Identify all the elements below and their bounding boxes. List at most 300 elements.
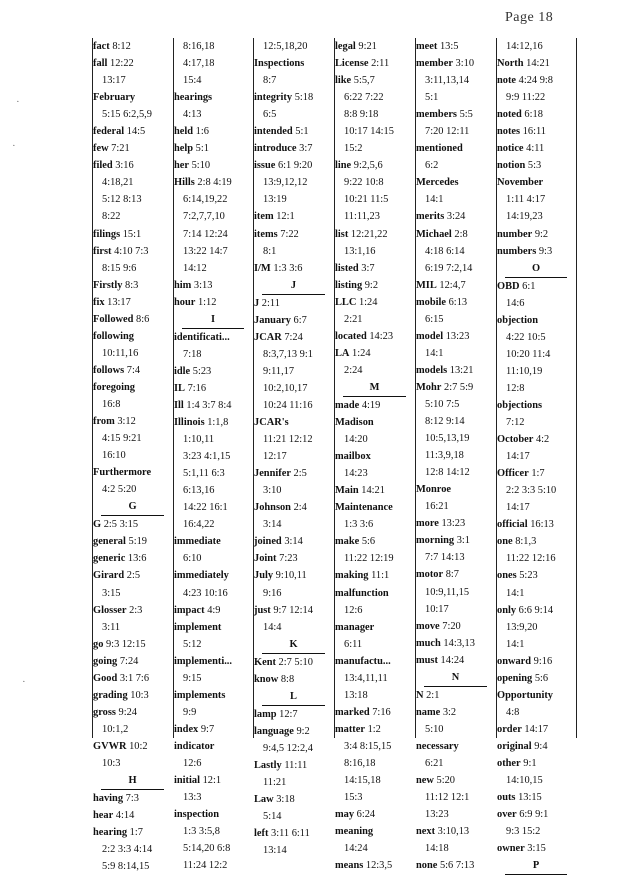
index-entry: License 2:11 [335,58,390,70]
index-entry: Firstly 8:3 [93,279,139,291]
index-entry-continuation: 6:11 [344,638,363,650]
index-entry-continuation: 10:5,13,19 [425,433,470,445]
letter-section-header [335,379,414,397]
index-column-2 [174,38,252,872]
index-entry-continuation: 3:14 [263,519,282,531]
index-entry-continuation: 9:4,5 12:2,4 [263,742,313,754]
index-entry: few 7:21 [93,143,130,155]
index-entry: intended 5:1 [254,126,309,138]
scan-mark: · [22,676,26,688]
index-entry: numbers 9:3 [497,245,553,257]
index-entry: idle 5:23 [174,365,212,377]
index-entry-continuation: 14:22 16:1 [183,502,228,514]
index-entry: Jennifer 2:5 [254,468,307,480]
index-entry-continuation: 15:2 [344,143,363,155]
index-entry-continuation: 14:17 [506,502,530,514]
index-entry: other 9:1 [497,757,537,769]
index-entry: marked 7:16 [335,706,391,718]
index-entry: notion 5:3 [497,160,542,172]
index-entry: implements [174,689,226,701]
index-entry: legal 9:21 [335,41,377,52]
index-entry: necessary [416,740,459,752]
index-entry: G 2:5 3:15 [93,519,139,531]
index-entry: fix 13:17 [93,296,131,308]
index-entry-continuation: 4:8 [506,706,520,718]
index-entry-continuation: 10:21 11:5 [344,194,389,206]
index-entry-continuation: 14:12 [183,262,207,274]
index-entry-continuation: 7:7 14:13 [425,552,465,564]
index-entry: follows 7:4 [93,364,141,376]
index-entry-continuation: 14:1 [425,347,444,359]
index-entry: must 14:24 [416,654,465,666]
index-entry-continuation: 13:9,20 [506,621,538,633]
index-entry: JCAR 7:24 [254,331,303,343]
index-entry-continuation: 13:3 [183,792,202,804]
index-entry: Hills 2:8 4:19 [174,177,232,189]
index-entry-continuation: 13:22 14:7 [183,245,228,257]
index-entry-continuation: 10:2,10,17 [263,382,308,394]
index-entry-continuation: 16:10 [102,450,126,462]
index-entry-continuation: 1:11 4:17 [506,194,546,206]
column-divider [576,38,577,738]
index-entry-continuation: 14:24 [344,843,368,855]
scan-mark: · [12,140,16,152]
index-entry-continuation: 3:15 [102,587,121,599]
index-column-6 [497,38,575,872]
index-entry-continuation: 6:2 [425,160,439,172]
index-entry: general 5:19 [93,536,147,548]
index-entry: J 2:11 [254,297,280,309]
index-entry-continuation: 6:13,16 [183,485,215,497]
index-entry: notice 4:11 [497,143,545,155]
scan-mark: · [16,96,20,108]
index-entry-continuation: 10:17 [425,603,449,615]
index-entry-continuation: 6:22 7:22 [344,92,384,104]
index-entry-continuation: 12:5,18,20 [263,41,308,52]
index-entry: go 9:3 12:15 [93,638,146,650]
index-entry: noted 6:18 [497,109,543,121]
index-entry: Opportunity [497,689,554,701]
index-entry: next 3:10,13 [416,826,470,838]
index-entry: name 3:2 [416,706,457,718]
word-index-grid [92,38,576,873]
index-entry: introduce 3:7 [254,143,313,155]
index-entry: matter 1:2 [335,723,381,735]
index-entry-continuation: 9:3 15:2 [506,826,541,838]
index-entry-continuation: 1:3 3:5,8 [183,826,220,838]
index-entry-continuation: 14:19,23 [506,211,543,223]
index-entry: Illinois 1:1,8 [174,417,229,429]
index-entry-continuation: 11:10,19 [506,365,543,377]
index-entry: owner 3:15 [497,843,546,855]
letter-heading: K [289,638,298,650]
index-entry: Followed 8:6 [93,313,150,325]
index-entry-continuation: 2:24 [344,364,363,376]
index-entry: members 5:5 [416,109,473,121]
index-entry: gross 9:24 [93,706,137,718]
index-entry-continuation: 6:21 [425,757,444,769]
index-entry: models 13:21 [416,364,474,376]
letter-heading: N [451,671,460,683]
index-entry: language 9:2 [254,725,310,737]
index-entry: new 5:20 [416,775,455,787]
index-entry: mentioned [416,143,463,155]
index-entry: Inspections [254,58,305,70]
letter-heading: G [128,501,137,513]
index-entry: Ill 1:4 3:7 8:4 [174,399,232,411]
index-entry-continuation: 14:1 [425,194,444,206]
index-entry: integrity 5:18 [254,92,314,104]
index-entry-continuation: 10:1,2 [102,723,129,735]
index-entry: move 7:20 [416,620,461,632]
index-entry-continuation: 11:22 12:19 [344,553,394,565]
index-entry-continuation: 13:4,11,11 [344,672,388,684]
index-entry-continuation: 11:22 12:16 [506,553,556,565]
index-entry-continuation: 1:3 3:6 [344,519,374,531]
index-entry: listing 9:2 [335,279,379,291]
letter-heading: H [128,775,137,787]
index-column-1 [93,38,172,873]
index-entry: objection [497,314,538,326]
index-entry: malfunction [335,587,389,599]
index-entry-continuation: 7:20 12:11 [425,126,470,138]
index-entry-continuation: 14:17 [506,451,530,463]
index-entry: Kent 2:7 5:10 [254,656,313,668]
index-entry-continuation: 9:16 [263,587,282,599]
index-entry-continuation: 10:20 11:4 [506,348,551,360]
index-entry: ones 5:23 [497,570,538,582]
index-entry: listed 3:7 [335,262,375,274]
index-entry-continuation: 6:15 [425,313,444,325]
index-entry: from 3:12 [93,416,136,428]
index-entry-continuation: 3:10 [263,485,282,497]
index-entry-continuation: 13:1,16 [344,245,376,257]
index-entry: MIL 12:4,7 [416,279,466,291]
page-number: Page 18 [505,10,554,25]
index-entry: filed 3:16 [93,160,134,172]
letter-section-header [93,772,172,790]
index-entry-continuation: 11:11,23 [344,211,380,223]
letter-heading: L [290,690,297,702]
index-entry: JCAR's [254,417,289,429]
index-entry-continuation: 3:4 8:15,15 [344,740,392,752]
index-column-5 [416,38,495,872]
letter-heading: M [369,381,380,393]
index-entry: item 12:1 [254,211,295,223]
index-column-3 [254,38,333,857]
index-entry-continuation: 8:3,7,13 9:1 [263,348,313,360]
index-entry-continuation: 4:23 10:16 [183,587,228,599]
index-entry: Girard 2:5 [93,570,141,582]
index-entry: member 3:10 [416,58,475,70]
index-entry: Glosser 2:3 [93,604,143,616]
index-entry: manufactu... [335,655,391,667]
index-entry: list 12:21,22 [335,228,388,240]
index-entry: federal 14:5 [93,126,146,138]
index-entry: mailbox [335,451,371,463]
index-entry-continuation: 11:21 [263,777,287,789]
index-entry-continuation: 14:20 [344,434,368,446]
index-entry: Lastly 11:11 [254,759,308,771]
index-entry: morning 3:1 [416,535,470,547]
index-entry: Michael 2:8 [416,228,468,240]
index-entry: initial 12:1 [174,775,222,787]
index-entry: him 3:13 [174,279,213,291]
index-entry: OBD 6:1 [497,280,536,292]
index-entry: like 5:5,7 [335,75,375,87]
index-entry: onward 9:16 [497,655,553,667]
index-entry-continuation: 5:12 8:13 [102,194,142,206]
index-entry: located 14:23 [335,330,394,342]
index-entry: may 6:24 [335,809,376,821]
index-entry-continuation: 13:17 [102,75,126,87]
index-entry: held 1:6 [174,126,209,138]
index-entry-continuation: 14:10,15 [506,775,543,787]
index-entry-continuation: 5:15 6:2,5,9 [102,109,152,121]
index-entry: Main 14:21 [335,485,385,497]
index-entry: January 6:7 [254,314,307,326]
index-entry: February [93,92,136,104]
index-entry-continuation: 8:12 9:14 [425,416,465,428]
index-entry-continuation: 13:19 [263,194,287,206]
index-entry-continuation: 11:24 12:2 [183,860,228,872]
index-entry: generic 13:6 [93,553,147,565]
index-entry-continuation: 6:14,19,22 [183,194,228,206]
index-entry-continuation: 9:22 10:8 [344,177,384,189]
index-entry-continuation: 1:10,11 [183,434,215,446]
index-entry-continuation: 4:15 9:21 [102,433,142,445]
index-entry-continuation: 7:2,7,7,10 [183,211,225,223]
index-entry-continuation: 3:11 [102,621,121,633]
letter-section-header [174,311,252,329]
index-entry-continuation: 5:1,11 6:3 [183,468,225,480]
letter-section-header [254,688,333,706]
index-entry-continuation: 13:9,12,12 [263,177,308,189]
letter-section-header [93,498,172,516]
index-entry-continuation: 11:3,9,18 [425,450,464,462]
index-entry-continuation: 12:6 [344,604,363,616]
index-entry-continuation: 15:3 [344,792,363,804]
index-entry: Maintenance [335,502,393,514]
index-entry-continuation: 8:16,18 [344,757,376,769]
index-entry: N 2:1 [416,689,440,701]
index-entry: I/M 1:3 3:6 [254,262,303,274]
index-entry-continuation: 4:17,18 [183,58,215,70]
index-entry: made 4:19 [335,399,381,411]
index-entry: left 3:11 6:11 [254,828,310,840]
index-entry: means 12:3,5 [335,860,393,872]
index-entry: Furthermore [93,467,152,479]
index-entry-continuation: 9:11,17 [263,365,295,377]
index-entry: mobile 6:13 [416,296,468,308]
index-entry: help 5:1 [174,143,209,155]
index-entry: following [93,330,134,342]
index-entry-continuation: 12:8 14:12 [425,467,470,479]
index-entry: manager [335,621,375,633]
index-entry: meet 13:5 [416,41,459,52]
index-entry-continuation: 14:15,18 [344,775,381,787]
index-entry: going 7:24 [93,655,139,667]
index-entry: LA 1:24 [335,347,371,359]
index-entry-continuation: 2:2 3:3 4:14 [102,844,153,856]
index-entry: inspection [174,809,220,821]
index-entry: her 5:10 [174,160,211,172]
letter-heading: J [290,279,297,291]
letter-section-header [254,277,333,295]
index-entry: IL 7:16 [174,382,207,394]
index-entry-continuation: 8:16,18 [183,41,215,52]
index-entry-continuation: 10:24 11:16 [263,399,313,411]
index-entry-continuation: 5:10 7:5 [425,398,460,410]
index-entry: LLC 1:24 [335,296,378,308]
index-entry: grading 10:3 [93,689,149,701]
index-entry: Mercedes [416,177,459,189]
index-entry: only 6:6 9:14 [497,604,554,616]
index-entry: Officer 1:7 [497,468,545,480]
index-entry-continuation: 8:22 [102,211,121,223]
index-entry-continuation: 14:1 [506,638,525,650]
index-entry: first 4:10 7:3 [93,245,149,257]
index-column-4 [335,38,414,872]
index-entry: just 9:7 12:14 [254,604,313,616]
index-entry: Madison [335,417,374,429]
index-entry-continuation: 8:1 [263,245,277,257]
index-entry: identificati... [174,331,230,343]
index-entry-continuation: 10:9,11,15 [425,586,470,598]
index-entry: official 16:13 [497,519,554,531]
index-entry-continuation: 16:8 [102,398,121,410]
index-entry: November [497,177,544,189]
index-entry-continuation: 2:21 [344,313,363,325]
index-entry-continuation: 4:2 5:20 [102,484,137,496]
index-entry: making 11:1 [335,570,390,582]
index-entry: merits 3:24 [416,211,466,223]
index-entry-continuation: 5:9 8:14,15 [102,861,150,873]
index-entry-continuation: 3:23 4:1,15 [183,451,231,463]
index-entry-continuation: 8:8 9:18 [344,109,379,121]
index-entry-continuation: 13:14 [263,845,287,857]
index-entry-continuation: 4:18 6:14 [425,245,465,257]
letter-section-header [416,669,495,687]
index-entry-continuation: 6:5 [263,109,277,121]
index-entry: filings 15:1 [93,228,142,240]
index-entry-continuation: 16:21 [425,501,449,513]
letter-section-header [497,857,575,875]
index-entry-continuation: 2:2 3:3 5:10 [506,485,557,497]
index-entry-continuation: 5:14 [263,811,282,823]
index-entry: fall 12:22 [93,58,134,70]
index-entry-continuation: 6:10 [183,553,202,565]
index-entry: hearings [174,92,213,104]
index-entry: line 9:2,5,6 [335,160,383,172]
index-entry: over 6:9 9:1 [497,809,549,821]
index-entry-continuation: 4:22 10:5 [506,331,546,343]
index-entry: order 14:17 [497,723,549,735]
index-entry-continuation: 10:3 [102,757,121,769]
letter-heading: O [531,262,541,274]
index-entry: none 5:6 7:13 [416,860,475,872]
index-entry-continuation: 9:15 [183,672,202,684]
index-entry: foregoing [93,381,135,393]
index-entry-continuation: 12:6 [183,757,202,769]
index-entry: issue 6:1 9:20 [254,160,313,172]
letter-heading: P [532,860,540,872]
index-entry-continuation: 4:13 [183,109,202,121]
index-entry: items 7:22 [254,228,299,240]
index-entry: hearing 1:7 [93,827,143,839]
index-entry-continuation: 14:23 [344,468,368,480]
index-entry-continuation: 4:18,21 [102,177,134,189]
index-entry: fact 8:12 [93,41,131,52]
index-entry-continuation: 8:7 [263,75,277,87]
index-entry: original 9:4 [497,740,548,752]
index-entry: implementi... [174,655,233,667]
index-entry: much 14:3,13 [416,637,475,649]
index-entry-continuation: 14:18 [425,843,449,855]
index-entry: make 5:6 [335,536,376,548]
letter-section-header [254,636,333,654]
index-entry-continuation: 5:12 [183,638,202,650]
index-entry-continuation: 5:14,20 6:8 [183,843,231,855]
index-entry: opening 5:6 [497,672,549,684]
index-entry: North 14:21 [497,58,550,70]
letter-section-header [497,260,575,278]
index-entry: motor 8:7 [416,569,460,581]
index-entry-continuation: 10:17 14:15 [344,126,394,138]
index-entry: GVWR 10:2 [93,740,148,752]
index-entry: outs 13:15 [497,792,542,804]
index-entry-continuation: 10:11,16 [102,347,139,359]
index-entry-continuation: 9:9 11:22 [506,92,546,104]
index-entry: July 9:10,11 [254,570,307,582]
index-entry: Good 3:1 7:6 [93,672,150,684]
index-entry: know 8:8 [254,673,295,685]
index-entry: Johnson 2:4 [254,502,307,514]
index-entry-continuation: 11:21 12:12 [263,434,313,446]
index-entry-continuation: 7:14 12:24 [183,228,228,240]
index-entry: hour 1:12 [174,296,217,308]
index-entry: Law 3:18 [254,794,295,806]
index-entry-continuation: 14:6 [506,297,525,309]
index-entry-continuation: 12:17 [263,451,287,463]
index-entry: October 4:2 [497,434,550,446]
index-entry: meaning [335,826,374,838]
index-entry: impact 4:9 [174,604,221,616]
index-entry: joined 3:14 [254,536,303,548]
index-entry-continuation: 7:12 [506,417,525,429]
index-entry: number 9:2 [497,228,549,240]
index-entry: more 13:23 [416,518,466,530]
index-entry: implement [174,621,222,633]
index-entry: model 13:23 [416,330,470,342]
index-entry-continuation: 7:18 [183,348,202,360]
index-entry: index 9:7 [174,723,215,735]
index-entry-continuation: 12:8 [506,382,525,394]
index-entry: note 4:24 9:8 [497,75,553,87]
index-entry-continuation: 16:4,22 [183,519,215,531]
index-entry-continuation: 8:15 9:6 [102,262,137,274]
index-entry-continuation: 5:1 [425,92,439,104]
index-entry: immediately [174,570,229,582]
index-entry-continuation: 11:12 12:1 [425,792,470,804]
index-entry: immediate [174,536,221,548]
index-entry-continuation: 13:18 [344,689,368,701]
index-entry: hear 4:14 [93,810,135,822]
index-entry-continuation: 5:10 [425,723,444,735]
index-entry-continuation: 14:12,16 [506,41,543,52]
letter-heading: I [210,313,216,325]
index-entry: indicator [174,740,215,752]
